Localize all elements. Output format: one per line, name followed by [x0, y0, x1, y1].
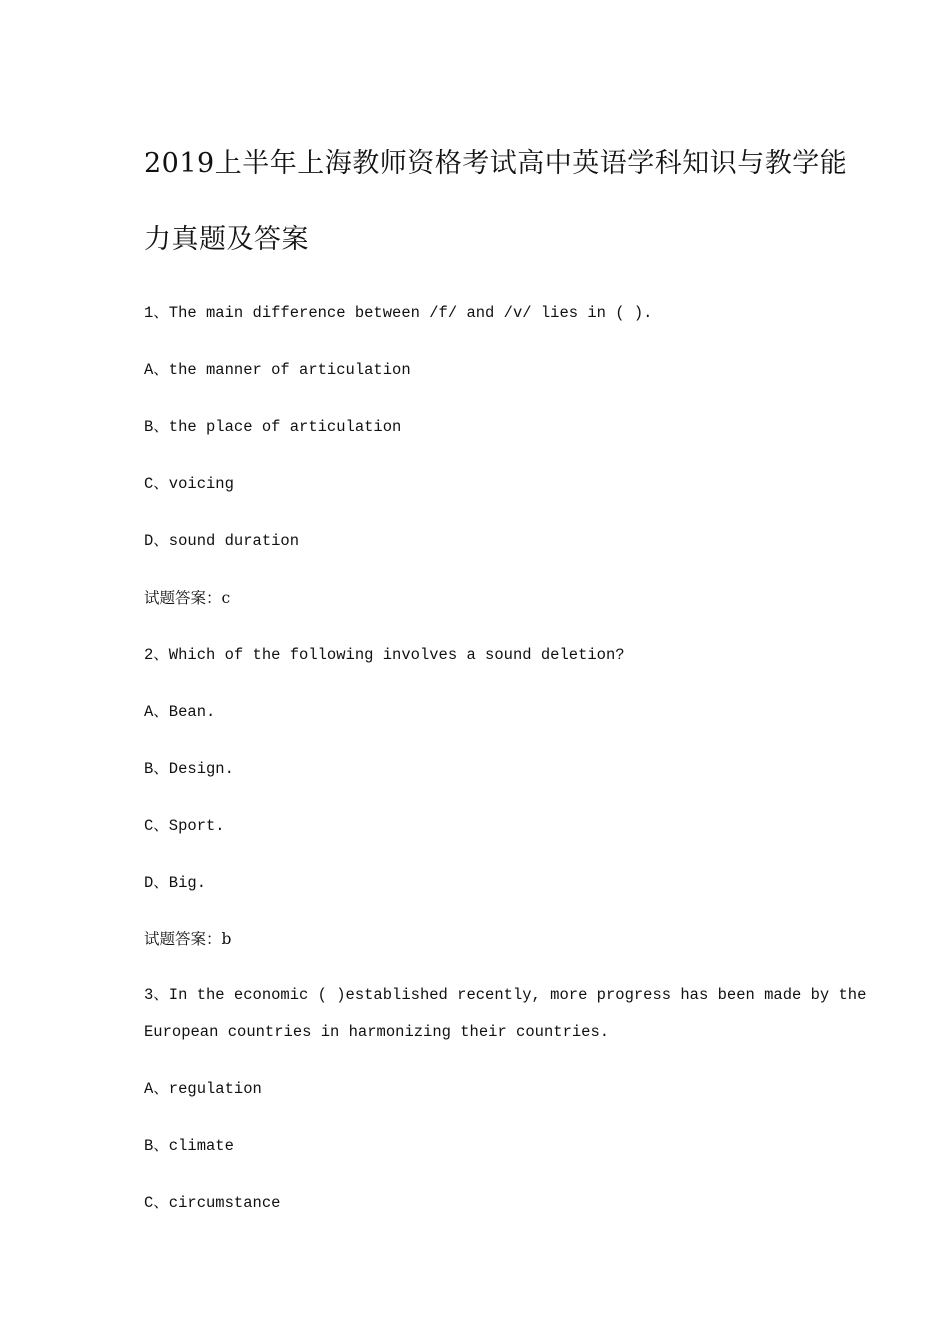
question-1-stem: 1、The main difference between /f/ and /v/ lies in ( ).: [144, 304, 653, 322]
question-3-stem-line-2: European countries in harmonizing their countries.: [144, 1023, 610, 1041]
question-1-option-c: C、voicing: [144, 475, 234, 493]
question-1-answer: 试题答案：c: [144, 589, 231, 607]
question-3-option-a: A、regulation: [144, 1080, 262, 1098]
question-3-option-c: C、circumstance: [144, 1194, 281, 1212]
question-3-option-b: B、climate: [144, 1137, 234, 1155]
document-title-line-1: 2019上半年上海教师资格考试高中英语学科知识与教学能: [144, 148, 848, 179]
question-1-option-b: B、the place of articulation: [144, 418, 402, 436]
question-2-option-a: A、Bean.: [144, 703, 216, 721]
question-2-option-c: C、Sport.: [144, 817, 225, 835]
question-3-stem-line-1: 3、In the economic ( )established recently, more progress has been made by the: [144, 986, 867, 1004]
question-2-option-d: D、Big.: [144, 874, 207, 892]
question-2-stem: 2、Which of the following involves a sound deletion?: [144, 646, 625, 664]
question-2-answer: 试题答案：b: [144, 930, 232, 948]
question-1-option-a: A、the manner of articulation: [144, 361, 411, 379]
question-1-option-d: D、sound duration: [144, 532, 300, 550]
document-title-line-2: 力真题及答案: [144, 224, 309, 255]
question-2-option-b: B、Design.: [144, 760, 234, 778]
